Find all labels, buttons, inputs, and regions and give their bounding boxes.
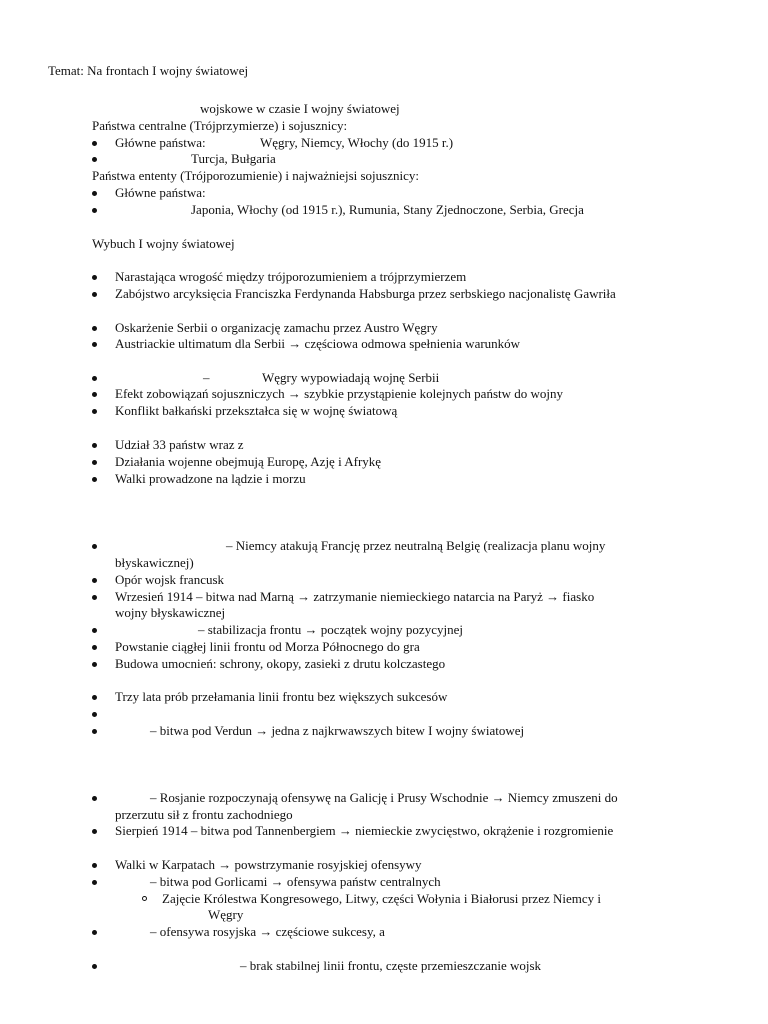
list-item: Budowa umocnień: schrony, okopy, zasieki z drutu kolczastego <box>115 656 446 671</box>
list-item: Udział 33 państw wraz z <box>115 437 244 452</box>
list-item: Główne państwa: <box>115 185 206 200</box>
section-heading: Wybuch I wojny światowej <box>92 236 235 251</box>
list-item: Efekt zobowiązań sojuszniczych → szybkie przystąpienie kolejnych państw do wojny <box>115 386 564 401</box>
list-item-continuation: Turcja, Bułgaria <box>191 151 276 166</box>
list-item-continuation: Węgry wypowiadają wojnę Serbii <box>262 370 440 385</box>
list-item-continuation: wojny błyskawicznej <box>115 605 226 620</box>
list-item: Powstanie ciągłej linii frontu od Morza Północnego do gra <box>115 639 420 654</box>
page-title: Temat: Na frontach I wojny światowej <box>48 63 249 78</box>
list-item-continuation: – <box>203 370 210 385</box>
list-item-continuation: – stabilizacja frontu → początek wojny pozycyjnej <box>198 622 463 637</box>
list-item-continuation: – Rosjanie rozpoczynają ofensywę na Galicję i Prusy Wschodnie → Niemcy zmuszeni do <box>150 790 618 805</box>
list-item-continuation: Japonia, Włochy (od 1915 r.), Rumunia, Stany Zjednoczone, Serbia, Grecja <box>191 202 584 217</box>
list-item-continuation: przerzutu sił z frontu zachodniego <box>115 807 293 822</box>
list-item: Walki prowadzone na lądzie i morzu <box>115 471 306 486</box>
paragraph-line: Państwa centralne (Trójprzymierze) i sojusznicy: <box>92 118 348 133</box>
list-item-continuation: błyskawicznej) <box>115 555 194 570</box>
paragraph-line: Państwa ententy (Trójporozumienie) i najważniejsi sojusznicy: <box>92 168 419 183</box>
list-item: Walki w Karpatach → powstrzymanie rosyjskiej ofensywy <box>115 857 422 872</box>
list-item: Główne państwa: <box>115 135 206 150</box>
list-item-continuation: – brak stabilnej linii frontu, częste przemieszczanie wojsk <box>240 958 542 973</box>
sub-list-item-continuation: Węgry <box>208 907 244 922</box>
list-item: Sierpień 1914 – bitwa pod Tannenbergiem → niemieckie zwycięstwo, okrążenie i rozgromienie <box>115 823 614 838</box>
list-item: Trzy lata prób przełamania linii frontu bez większych sukcesów <box>115 689 448 704</box>
list-item: Wrzesień 1914 – bitwa nad Marną → zatrzymanie niemieckiego natarcia na Paryż → fiasko <box>115 589 595 604</box>
list-item: Opór wojsk francusk <box>115 572 225 587</box>
list-item: Austriackie ultimatum dla Serbii → częściowa odmowa spełnienia warunków <box>115 336 521 351</box>
list-item: Oskarżenie Serbii o organizację zamachu przez Austro Węgry <box>115 320 438 335</box>
list-item-continuation: Węgry, Niemcy, Włochy (do 1915 r.) <box>260 135 454 150</box>
list-item: Działania wojenne obejmują Europę, Azję i Afrykę <box>115 454 382 469</box>
sub-list-item: Zajęcie Królestwa Kongresowego, Litwy, części Wołynia i Białorusi przez Niemcy i <box>162 891 602 906</box>
list-item-continuation: – bitwa pod Verdun → jedna z najkrwawszych bitew I wojny światowej <box>150 723 525 738</box>
list-item-continuation: – ofensywa rosyjska → częściowe sukcesy, a <box>150 924 385 939</box>
list-item-continuation: – bitwa pod Gorlicami → ofensywa państw centralnych <box>150 874 441 889</box>
section-heading: wojskowe w czasie I wojny światowej <box>200 101 400 116</box>
list-item-continuation: – Niemcy atakują Francję przez neutralną Belgię (realizacja planu wojny <box>226 538 606 553</box>
list-item: Konflikt bałkański przekształca się w wojnę światową <box>115 403 398 418</box>
list-item: Zabójstwo arcyksięcia Franciszka Ferdynanda Habsburga przez serbskiego nacjonalistę Gawriła <box>115 286 616 301</box>
list-item: Narastająca wrogość między trójporozumieniem a trójprzymierzem <box>115 269 467 284</box>
